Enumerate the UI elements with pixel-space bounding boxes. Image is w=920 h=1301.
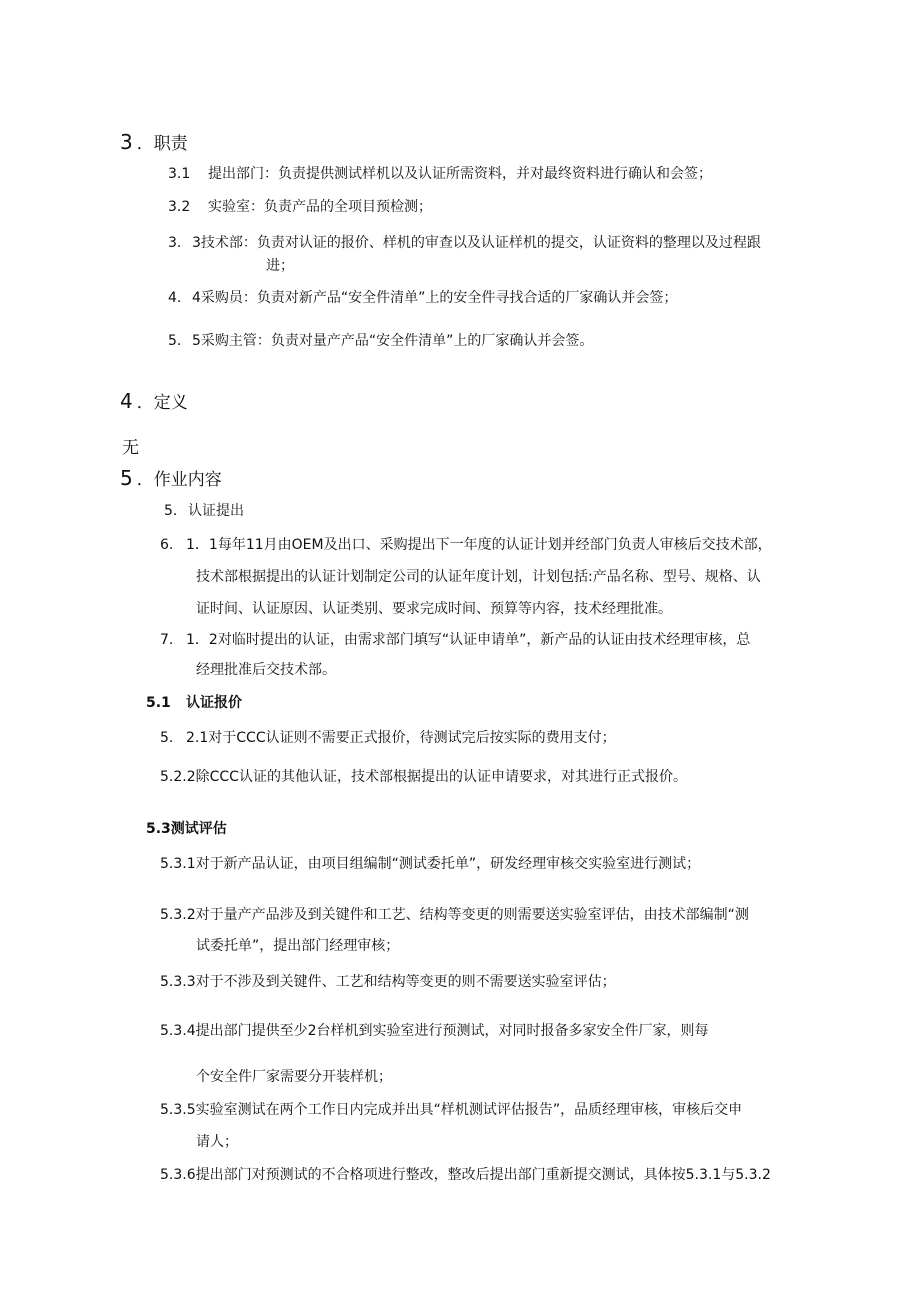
- para-5-3-2: 5.3.2对于量产产品涉及到关键件和工艺、结构等变更的则需要送实验室评估，由技术部编制“测: [160, 907, 749, 923]
- para-annual-plan-line3: 证时间、认证原因、认证类别、要求完成时间、预算等内容，技术经理批准。: [196, 601, 672, 617]
- section-4-heading: [120, 390, 188, 414]
- section-3-heading: [120, 131, 188, 155]
- item-3-2: [168, 198, 432, 216]
- item-number: 6.: [160, 537, 174, 553]
- para-5-2-1: [160, 729, 616, 747]
- item-number: 7.: [160, 632, 174, 648]
- section-title: ．作业内容: [136, 470, 222, 490]
- item-text: 4采购员：负责对新产品“安全件清单”上的安全件寻找合适的厂家确认并会签；: [192, 290, 678, 306]
- item-number: 5.: [168, 333, 182, 349]
- subsection-5-3-heading: 5.3测试评估: [146, 821, 227, 837]
- para-line: 1．2对临时提出的认证，由需求部门填写“认证申请单”，新产品的认证由技术经理审核，总: [186, 632, 751, 648]
- para-annual-plan: [160, 536, 772, 554]
- section-5-heading: [120, 467, 222, 491]
- section-number: 5: [120, 466, 133, 490]
- sub-certification-proposal: [164, 502, 244, 520]
- section-4-body: 无: [122, 438, 139, 458]
- para-5-3-6: 5.3.6提出部门对预测试的不合格项进行整改，整改后提出部门重新提交测试，具体按5.3.1与5.3.2: [160, 1167, 771, 1183]
- para-5-3-5-line2: 请人；: [196, 1134, 238, 1150]
- item-3-3-cont: [266, 257, 294, 275]
- section-title: ．职责: [136, 134, 188, 154]
- para-line: 2.1对于CCC认证则不需要正式报价，待测试完后按实际的费用支付；: [186, 730, 616, 746]
- para-temporary-cert-line2: 经理批准后交技术部。: [196, 662, 336, 678]
- para-5-3-3: 5.3.3对于不涉及到关键件、工艺和结构等变更的则不需要送实验室评估；: [160, 974, 616, 990]
- item-number: 3.2: [168, 199, 191, 215]
- item-text-line2: 进；: [266, 258, 294, 274]
- item-number: 4.: [168, 290, 182, 306]
- section-number: 3: [120, 130, 133, 154]
- section-number: 4: [120, 389, 133, 413]
- item-number: 5.: [164, 503, 178, 519]
- para-annual-plan-line2: 技术部根据提出的认证计划制定公司的认证年度计划，计划包括:产品名称、型号、规格、认: [196, 569, 761, 585]
- para-5-3-1: 5.3.1对于新产品认证，由项目组编制“测试委托单”，研发经理审核交实验室进行测试；: [160, 856, 701, 872]
- para-5-3-4: 5.3.4提出部门提供至少2台样机到实验室进行预测试，对同时报备多家安全件厂家，则每: [160, 1023, 709, 1039]
- item-number: 5.: [160, 730, 174, 746]
- section-title: ．定义: [136, 393, 188, 413]
- item-text: 5采购主管：负责对量产产品“安全件清单”上的厂家确认并会签。: [192, 333, 594, 349]
- item-3-1: [168, 165, 712, 183]
- para-temporary-cert: [160, 631, 750, 649]
- item-text: 认证提出: [188, 503, 244, 519]
- subsection-5-1-heading: [146, 694, 242, 712]
- para-5-3-4-line2: 个安全件厂家需要分开装样机；: [196, 1069, 392, 1085]
- item-3-3: [168, 234, 761, 252]
- para-5-3-2-line2: 试委托单”，提出部门经理审核；: [196, 938, 400, 954]
- item-number: 3.1: [168, 166, 191, 182]
- item-3-4: [168, 289, 677, 307]
- para-5-2-2: 5.2.2除CCC认证的其他认证，技术部根据提出的认证申请要求，对其进行正式报价。: [160, 769, 687, 785]
- subsection-number: 5.1: [146, 695, 171, 711]
- item-number: 3.: [168, 235, 182, 251]
- item-text: 提出部门：负责提供测试样机以及认证所需资料，并对最终资料进行确认和会签；: [208, 166, 712, 182]
- para-5-3-5: 5.3.5实验室测试在两个工作日内完成并出具“样机测试评估报告”，品质经理审核，审核后交申: [160, 1102, 743, 1118]
- subsection-title: 认证报价: [186, 695, 242, 711]
- para-line: 1．1每年11月由OEM及出口、采购提出下一年度的认证计划并经部门负责人审核后交技术部，: [186, 537, 772, 553]
- item-text-line1: 3技术部：负责对认证的报价、样机的审查以及认证样机的提交，认证资料的整理以及过程跟: [192, 235, 761, 251]
- item-3-5: [168, 332, 593, 350]
- item-text: 实验室：负责产品的全项目预检测；: [208, 199, 432, 215]
